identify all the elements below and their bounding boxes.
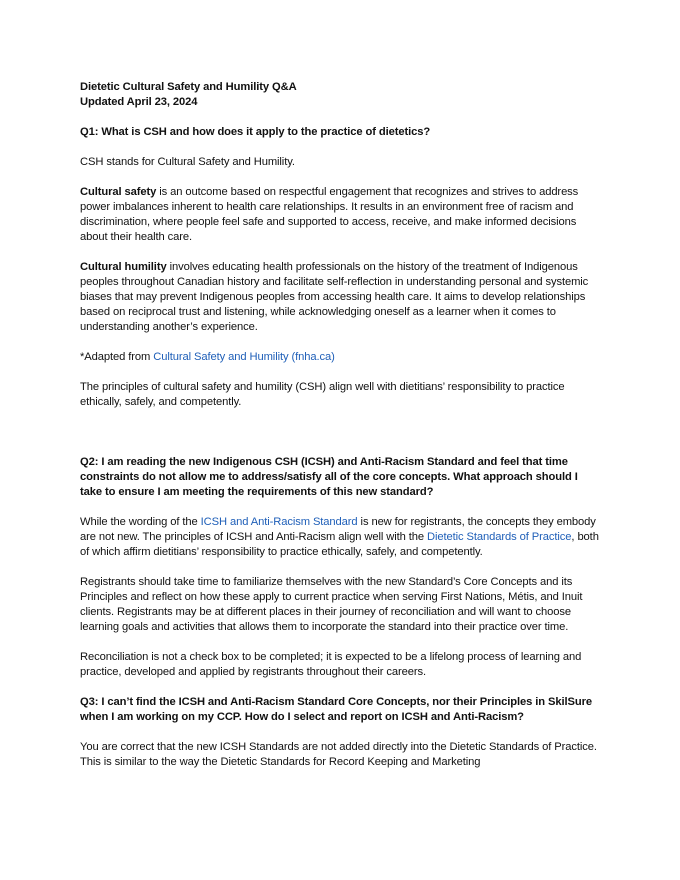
q2-answer-paragraph-3: Reconciliation is not a check box to be completed; it is expected to be a lifelong process of learning and practice, developed and applied by registrants throughout their careers. bbox=[80, 651, 582, 678]
q2-answer-paragraph-1 bbox=[80, 515, 602, 560]
q2-text-a: While the wording of the bbox=[80, 516, 201, 528]
adapted-prefix: *Adapted from bbox=[80, 351, 154, 363]
cultural-humility-paragraph bbox=[80, 260, 602, 335]
q2-answer-paragraph-2: Registrants should take time to familiarize themselves with the new Standard’s Core Concepts and its Principles and reflect on how these apply to current practice when serving First Nations, Métis, and Inuit clients. Registrants may be at different places in their journey of reconciliation and will want to choose learning goals and activities that allows them to incorporate the standard into their practice over time. bbox=[80, 576, 583, 633]
cultural-safety-paragraph bbox=[80, 185, 602, 245]
icsh-standard-link[interactable]: ICSH and Anti-Racism Standard bbox=[200, 516, 358, 528]
cultural-humility-term: Cultural humility bbox=[80, 261, 167, 273]
cultural-safety-text: is an outcome based on respectful engagement that recognizes and strives to address power imbalances inherent to health care relationships. It results in an environment free of racism and discrimination, where people feel safe and supported to access, receive, and make informed decisions about their health care. bbox=[80, 186, 579, 243]
dietetic-standards-link[interactable]: Dietetic Standards of Practice bbox=[427, 531, 572, 543]
question-1: Q1: What is CSH and how does it apply to the practice of dietetics? bbox=[80, 126, 431, 138]
adapted-from-note bbox=[80, 350, 602, 365]
csh-definition: CSH stands for Cultural Safety and Humility. bbox=[80, 156, 295, 168]
cultural-safety-term: Cultural safety bbox=[80, 186, 157, 198]
q2-text-c: , both of which affirm dietitians’ responsibility to practice ethically, safely, and competently. bbox=[80, 531, 599, 558]
cultural-humility-text: involves educating health professionals on the history of the treatment of Indigenous peoples throughout Canadian history and facilitate self-reflection in understanding personal and systemic biases that may prevent Indigenous peoples from accessing health care. It aims to develop relationships based on reciprocal trust and listening, while acknowledging oneself as a learner when it comes to understanding another’s experience. bbox=[80, 261, 589, 333]
updated-date: Updated April 23, 2024 bbox=[80, 96, 198, 108]
question-2: Q2: I am reading the new Indigenous CSH (ICSH) and Anti-Racism Standard and feel that time constraints do not allow me to address/satisfy all of the core concepts. What approach should I take to ensure I am meeting the requirements of this new standard? bbox=[80, 456, 578, 498]
document-title: Dietetic Cultural Safety and Humility Q&A bbox=[80, 81, 297, 93]
q2-text-b: is new for registrants, the concepts they embody are not new. The principles of ICSH and Anti-Racism align well with the bbox=[80, 516, 596, 543]
fnha-link[interactable]: Cultural Safety and Humility (fnha.ca) bbox=[153, 351, 335, 363]
csh-principles-paragraph: The principles of cultural safety and humility (CSH) align well with dietitians’ responsibility to practice ethically, safely, and competently. bbox=[80, 381, 565, 408]
question-3: Q3: I can’t find the ICSH and Anti-Racism Standard Core Concepts, nor their Principles in SkilSure when I am working on my CCP. How do I select and report on ICSH and Anti-Racism? bbox=[80, 696, 592, 723]
q3-answer-paragraph-1: You are correct that the new ICSH Standards are not added directly into the Dietetic Standards of Practice. This is similar to the way the Dietetic Standards for Record Keeping and Marketing bbox=[80, 741, 597, 768]
document-page bbox=[80, 80, 602, 770]
